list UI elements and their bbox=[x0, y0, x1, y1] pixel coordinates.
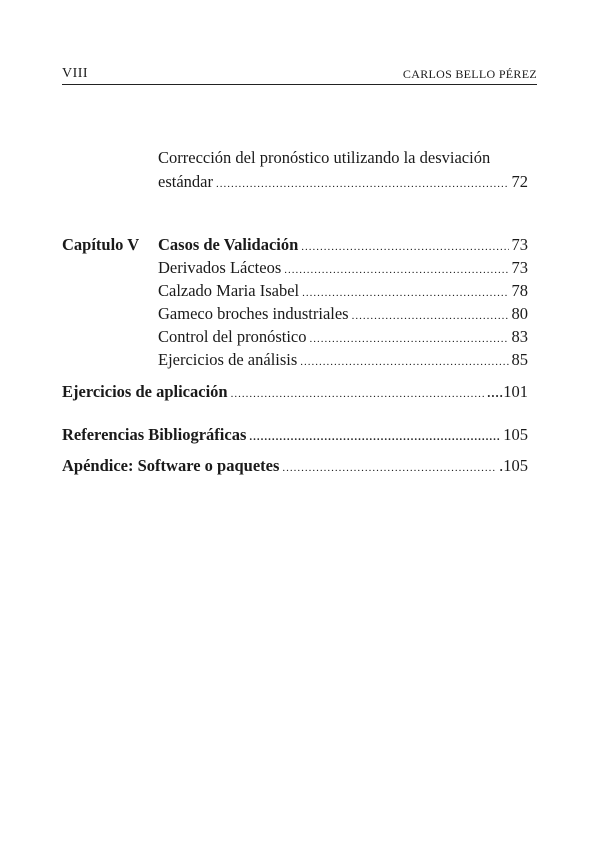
page-number: VIII bbox=[62, 66, 89, 81]
toc-entry-chapter bbox=[158, 234, 528, 256]
toc-entry-control bbox=[158, 326, 528, 348]
toc-entry-ejercicios-analisis bbox=[158, 349, 528, 371]
toc-entry-title: estándar bbox=[158, 172, 213, 191]
toc-entry-page: 80 bbox=[511, 304, 528, 323]
toc-entry-page: 105 bbox=[503, 425, 528, 444]
toc-entry-correccion bbox=[158, 171, 528, 193]
dot-leader bbox=[231, 383, 484, 405]
dot-leader bbox=[302, 282, 508, 304]
toc-entry-page: ....101 bbox=[486, 382, 528, 401]
page-header bbox=[62, 62, 537, 85]
toc-entry-title: Ejercicios de aplicación bbox=[62, 382, 228, 401]
toc-entry-title: Referencias Bibliográficas bbox=[62, 425, 247, 444]
toc-entry-calzado bbox=[158, 280, 528, 302]
toc-entry-page: 73 bbox=[511, 235, 528, 254]
toc-entry-correccion-line1: Corrección del pronóstico utilizando la desviación bbox=[158, 148, 491, 167]
toc-entry-ejercicios-aplicacion bbox=[62, 381, 528, 403]
dot-leader bbox=[284, 259, 508, 281]
dot-leader bbox=[300, 351, 508, 373]
toc-entry-derivados bbox=[158, 257, 528, 279]
toc-entry-page: 72 bbox=[511, 172, 528, 191]
toc-entry-title: Control del pronóstico bbox=[158, 327, 307, 346]
dot-leader bbox=[309, 328, 508, 350]
chapter-label: Capítulo V bbox=[62, 235, 140, 254]
toc-entry-page: 73 bbox=[511, 258, 528, 277]
toc-entry-referencias bbox=[62, 424, 528, 446]
running-head-author: CARLOS BELLO PÉREZ bbox=[402, 67, 537, 81]
toc-entry-page: 78 bbox=[511, 281, 528, 300]
dot-leader bbox=[301, 236, 508, 258]
dot-leader bbox=[352, 305, 509, 327]
dot-leader bbox=[282, 457, 496, 479]
dot-leader bbox=[249, 426, 500, 448]
dot-leader bbox=[216, 173, 509, 195]
toc-entry-apendice bbox=[62, 455, 528, 477]
toc-entry-title: Derivados Lácteos bbox=[158, 258, 282, 277]
toc-entry-page: .105 bbox=[499, 456, 528, 475]
toc-entry-title: Gameco broches industriales bbox=[158, 304, 349, 323]
toc-entry-title: Apéndice: Software o paquetes bbox=[62, 456, 280, 475]
toc-entry-gameco bbox=[158, 303, 528, 325]
toc-entry-title: Calzado Maria Isabel bbox=[158, 281, 300, 300]
toc-entry-title: Casos de Validación bbox=[158, 235, 299, 254]
toc-entry-page: 85 bbox=[511, 350, 528, 369]
toc-entry-title: Ejercicios de análisis bbox=[158, 350, 298, 369]
toc-entry-page: 83 bbox=[511, 327, 528, 346]
